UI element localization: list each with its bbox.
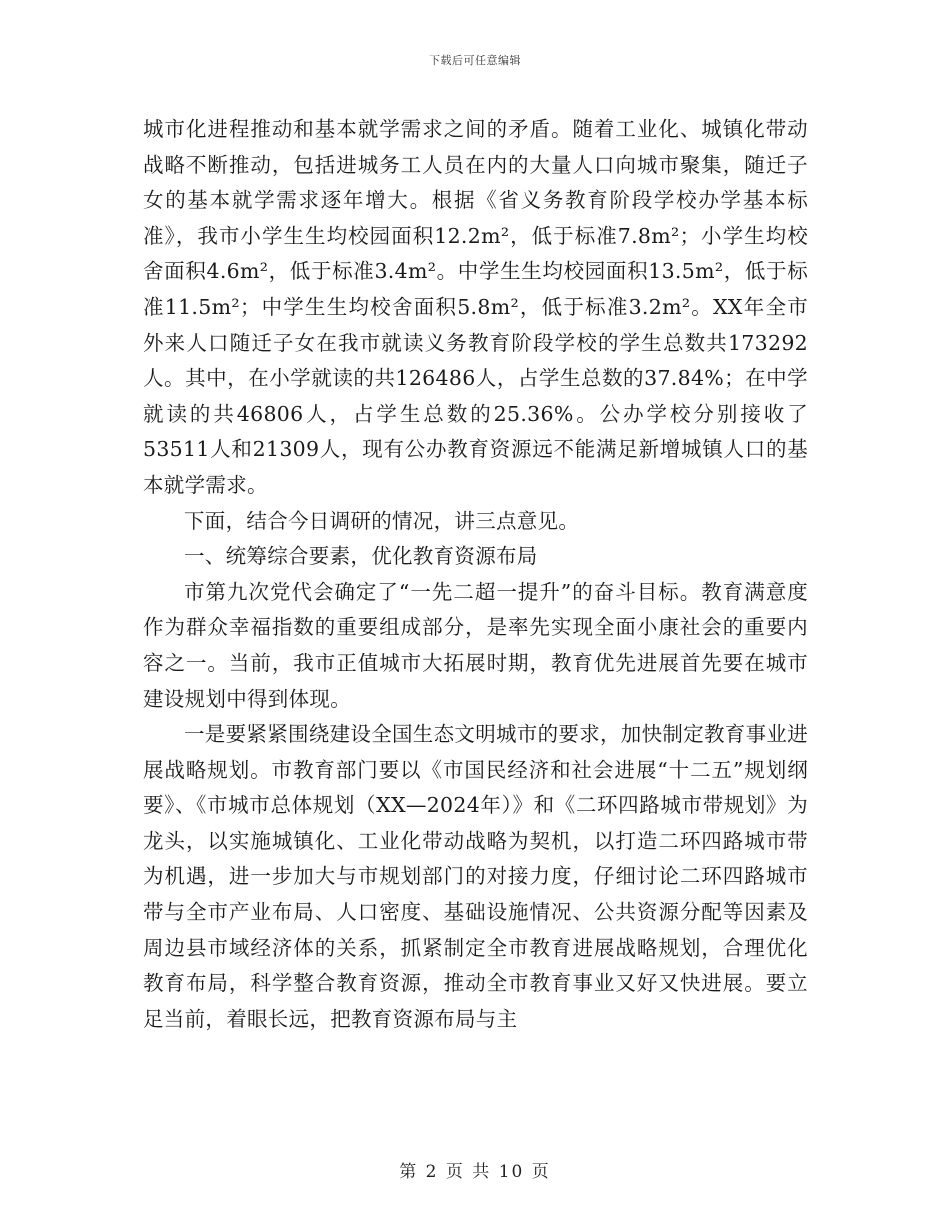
paragraph-2: 下面，结合今日调研的情况，讲三点意见。 bbox=[184, 508, 580, 533]
paragraph-4: 一是要紧紧围绕建设全国生态文明城市的要求，加快制定教育事业进展战略规划。市教育部门要以《市国民经济和社会进展“十二五”规划纲要》、《市城市总体规划（XX—2024年）》和《二环四路城市带规划》为龙头，以实施城镇化、工业化带动战略为契机，以打造二环四路城市带为机遇，进一步加大与市规划部门的对接力度，仔细讨论二环四路城市带与全市产业布局、人口密度、基础设施情况、公共资源分配等因素及周边县市域经济体的关系，抓紧制定全市教育进展战略规划，合理优化教育布局，科学整合教育资源，推动全市教育事业又好又快进展。要立足当前，着眼长远，把教育资源布局与主 bbox=[143, 722, 808, 1031]
page-number: 第 2 页 共 10 页 bbox=[399, 1162, 551, 1182]
paragraph-1: 城市化进程推动和基本就学需求之间的矛盾。随着工业化、城镇化带动战略不断推动，包括进城务工人员在内的大量人口向城市聚集，随迁子女的基本就学需求逐年增大。根据《省义务教育阶段学校办学基本标准》，我市小学生生均校园面积12.2m²，低于标准7.8m²；小学生均校舍面积4.6m²，低于标准3.4m²。中学生生均校园面积13.5m²，低于标准11.5m²；中学生生均校舍面积5.8m²，低于标准3.2m²。XX年全市外来人口随迁子女在我市就读义务教育阶段学校的学生总数共173292人。其中，在小学就读的共126486人，占学生总数的37.84%；在中学就读的共46806人，占学生总数的25.36%。公办学校分别接收了53511人和21309人，现有公办教育资源远不能满足新增城镇人口的基本就学需求。 bbox=[143, 117, 808, 497]
document-body bbox=[143, 112, 808, 1037]
paragraph-3: 市第九次党代会确定了“一先二超一提升”的奋斗目标。教育满意度作为群众幸福指数的重要组成部分，是率先实现全面小康社会的重要内容之一。当前，我市正值城市大拓展时期，教育优先进展首先要在城市建设规划中得到体现。 bbox=[143, 579, 808, 711]
page-header-note: 下载后可任意编辑 bbox=[429, 54, 521, 67]
section-heading-1: 一、统筹综合要素，优化教育资源布局 bbox=[184, 544, 538, 569]
